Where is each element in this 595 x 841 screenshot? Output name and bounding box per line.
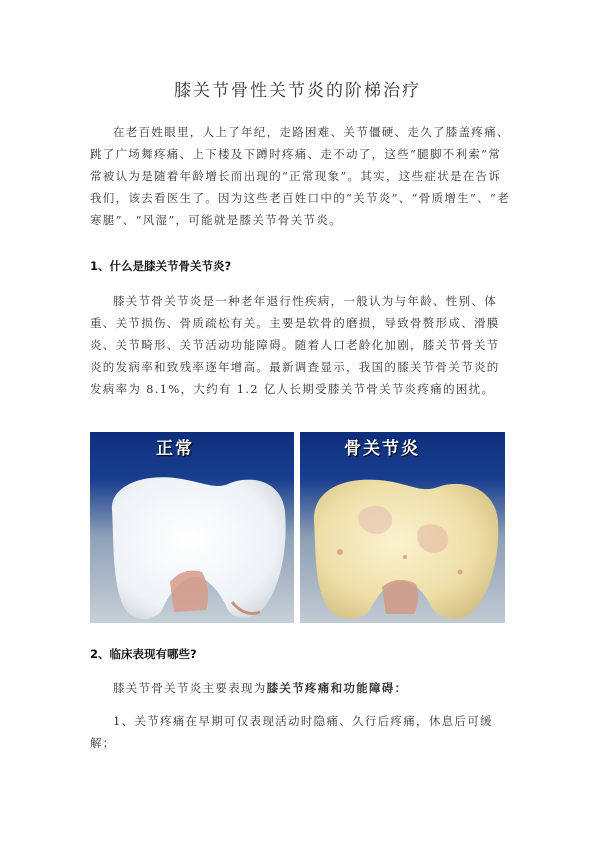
normal-label: 正常	[156, 439, 194, 459]
section-2-item-1: 1、关节疼痛在早期可仅表现活动时隐痛、久行后疼痛，休息后可缓解；	[90, 714, 493, 750]
osteoarthritis-knee-image	[300, 432, 505, 623]
section-2-lead	[90, 677, 510, 699]
normal-knee-image	[90, 432, 294, 623]
section-2-lead-text: 膝关节骨关节炎主要表现为	[113, 681, 267, 695]
intro-paragraph: 在老百姓眼里，人上了年纪，走路困难、关节僵硬、走久了膝盖疼痛、跳了广场舞疼痛、上下楼及下蹲时疼痛、走不动了，这些“腿脚不利索”常常被认为是随着年龄增长而出现的“正常现象”。其实，这些症状是在告诉我们，该去看医生了。因为这些老百姓口中的“关节炎”、“骨质增生”、“老寒腿”、“风湿”，可能就是膝关节骨关节炎。	[90, 125, 510, 227]
osteoarthritis-label: 骨关节炎	[344, 439, 420, 459]
osteoarthritis-knee-panel	[300, 432, 505, 623]
section-2-lead-bold: 膝关节疼痛和功能障碍：	[266, 681, 408, 695]
section-1-heading: 1、什么是膝关节骨关节炎?	[90, 259, 232, 273]
page-title: 膝关节骨性关节炎的阶梯治疗	[174, 81, 421, 101]
section-2-heading: 2、临床表现有哪些?	[90, 647, 197, 661]
knee-comparison-figure	[90, 432, 505, 623]
section-1-body: 膝关节骨关节炎是一种老年退行性疾病，一般认为与年龄、性别、体重、关节损伤、骨质疏松有关。主要是软骨的磨损，导致骨赘形成、滑膜炎、关节畸形、关节活动功能障碍。随着人口老龄化加剧，膝关节骨关节炎的发病率和致残率逐年增高。最新调查显示，我国的膝关节骨关节炎的发病率为 8.1%，大约有 1.2 亿人长期受膝关节骨关节炎疼痛的困扰。	[90, 294, 500, 396]
normal-knee-panel	[90, 432, 294, 623]
